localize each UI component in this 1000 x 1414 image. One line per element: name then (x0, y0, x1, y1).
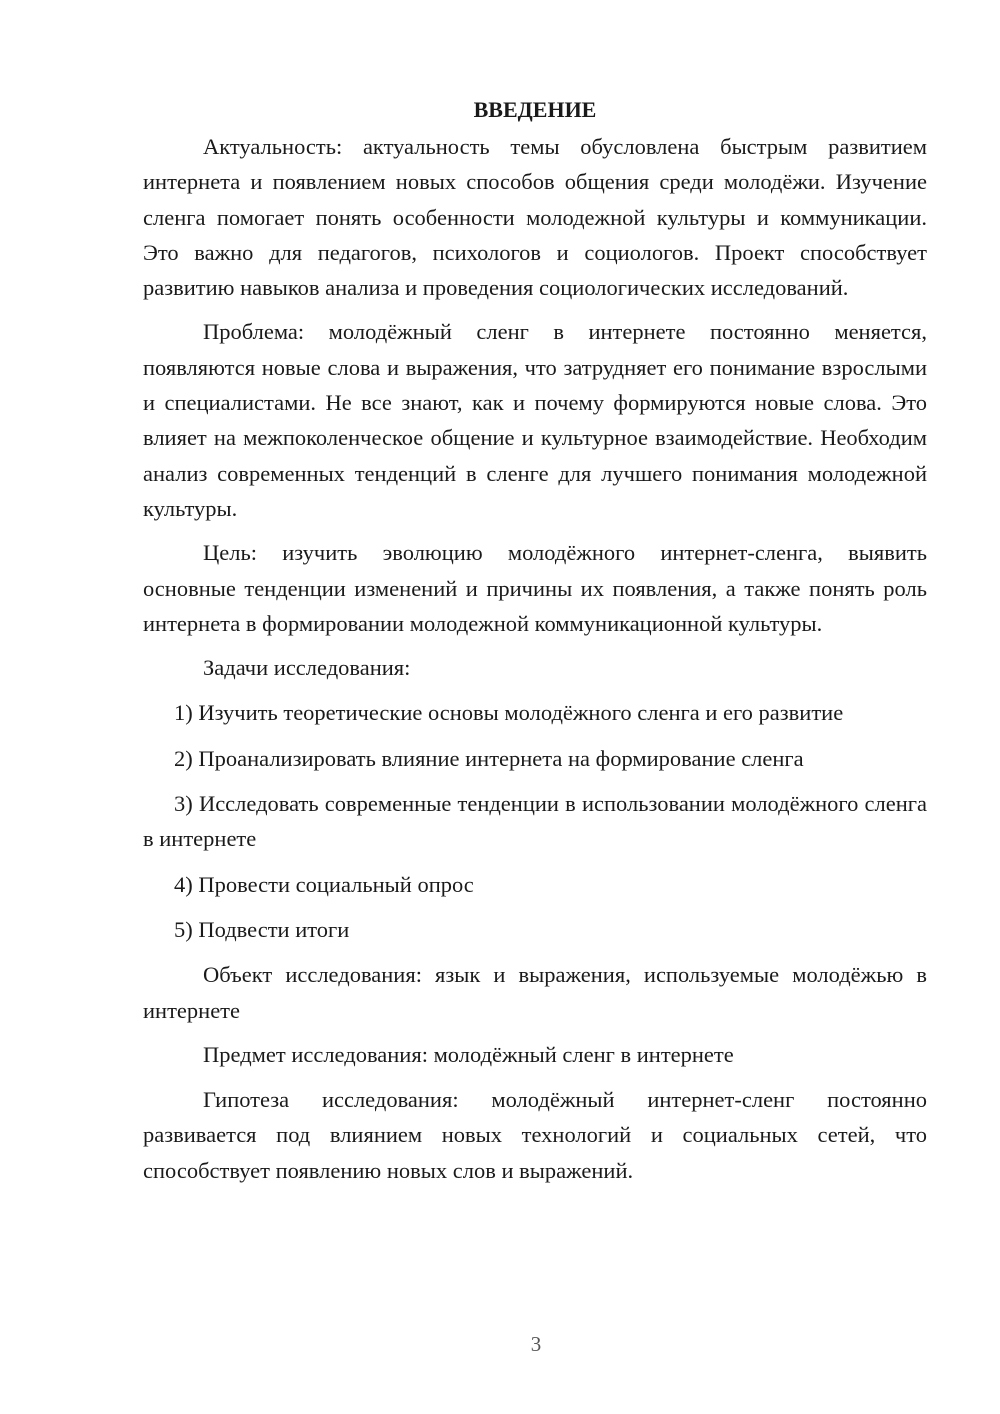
task-item-5: 5) Подвести итоги (174, 916, 350, 942)
page-title: ВВЕДЕНИЕ (473, 97, 597, 122)
object-paragraph: Объект исследования: язык и выражения, используемые молодёжью в интернете (143, 962, 927, 1023)
goal-paragraph: Цель: изучить эволюцию молодёжного интернет-сленга, выявить основные тенденции изменений и причины их появления, а также понять роль интернета в формировании молодежной коммуникационной культуры. (143, 540, 927, 636)
document-page (143, 92, 927, 1197)
task-item-2: 2) Проанализировать влияние интернета на формирование сленга (174, 745, 804, 771)
task-item-1: 1) Изучить теоретические основы молодёжного сленга и его развитие (174, 700, 844, 726)
subject-paragraph: Предмет исследования: молодёжный сленг в интернете (203, 1041, 734, 1067)
relevance-paragraph: Актуальность: актуальность темы обусловлена быстрым развитием интернета и появлением новых способов общения среди молодёжи. Изучение сленга помогает понять особенности молодежной культуры и коммуникации. Это важно для педагогов, психологов и социологов. Проект способствует развитию навыков анализа и проведения социологических исследований. (143, 134, 927, 301)
problem-paragraph: Проблема: молодёжный сленг в интернете постоянно меняется, появляются новые слова и выражения, что затрудняет его понимание взрослыми и специалистами. Не все знают, как и почему формируются новые слова. Это влияет на межпоколенческое общение и культурное взаимодействие. Необходим анализ современных тенденций в сленге для лучшего понимания молодежной культуры. (143, 319, 927, 521)
task-item-3: 3) Исследовать современные тенденции в использовании молодёжного сленга в интернете (143, 791, 927, 852)
tasks-heading: Задачи исследования: (203, 655, 411, 681)
task-item-4: 4) Провести социальный опрос (174, 871, 474, 897)
hypothesis-paragraph: Гипотеза исследования: молодёжный интернет-сленг постоянно развивается под влиянием новых технологий и социальных сетей, что способствует появлению новых слов и выражений. (143, 1087, 927, 1183)
page-number: 3 (530, 1332, 542, 1356)
